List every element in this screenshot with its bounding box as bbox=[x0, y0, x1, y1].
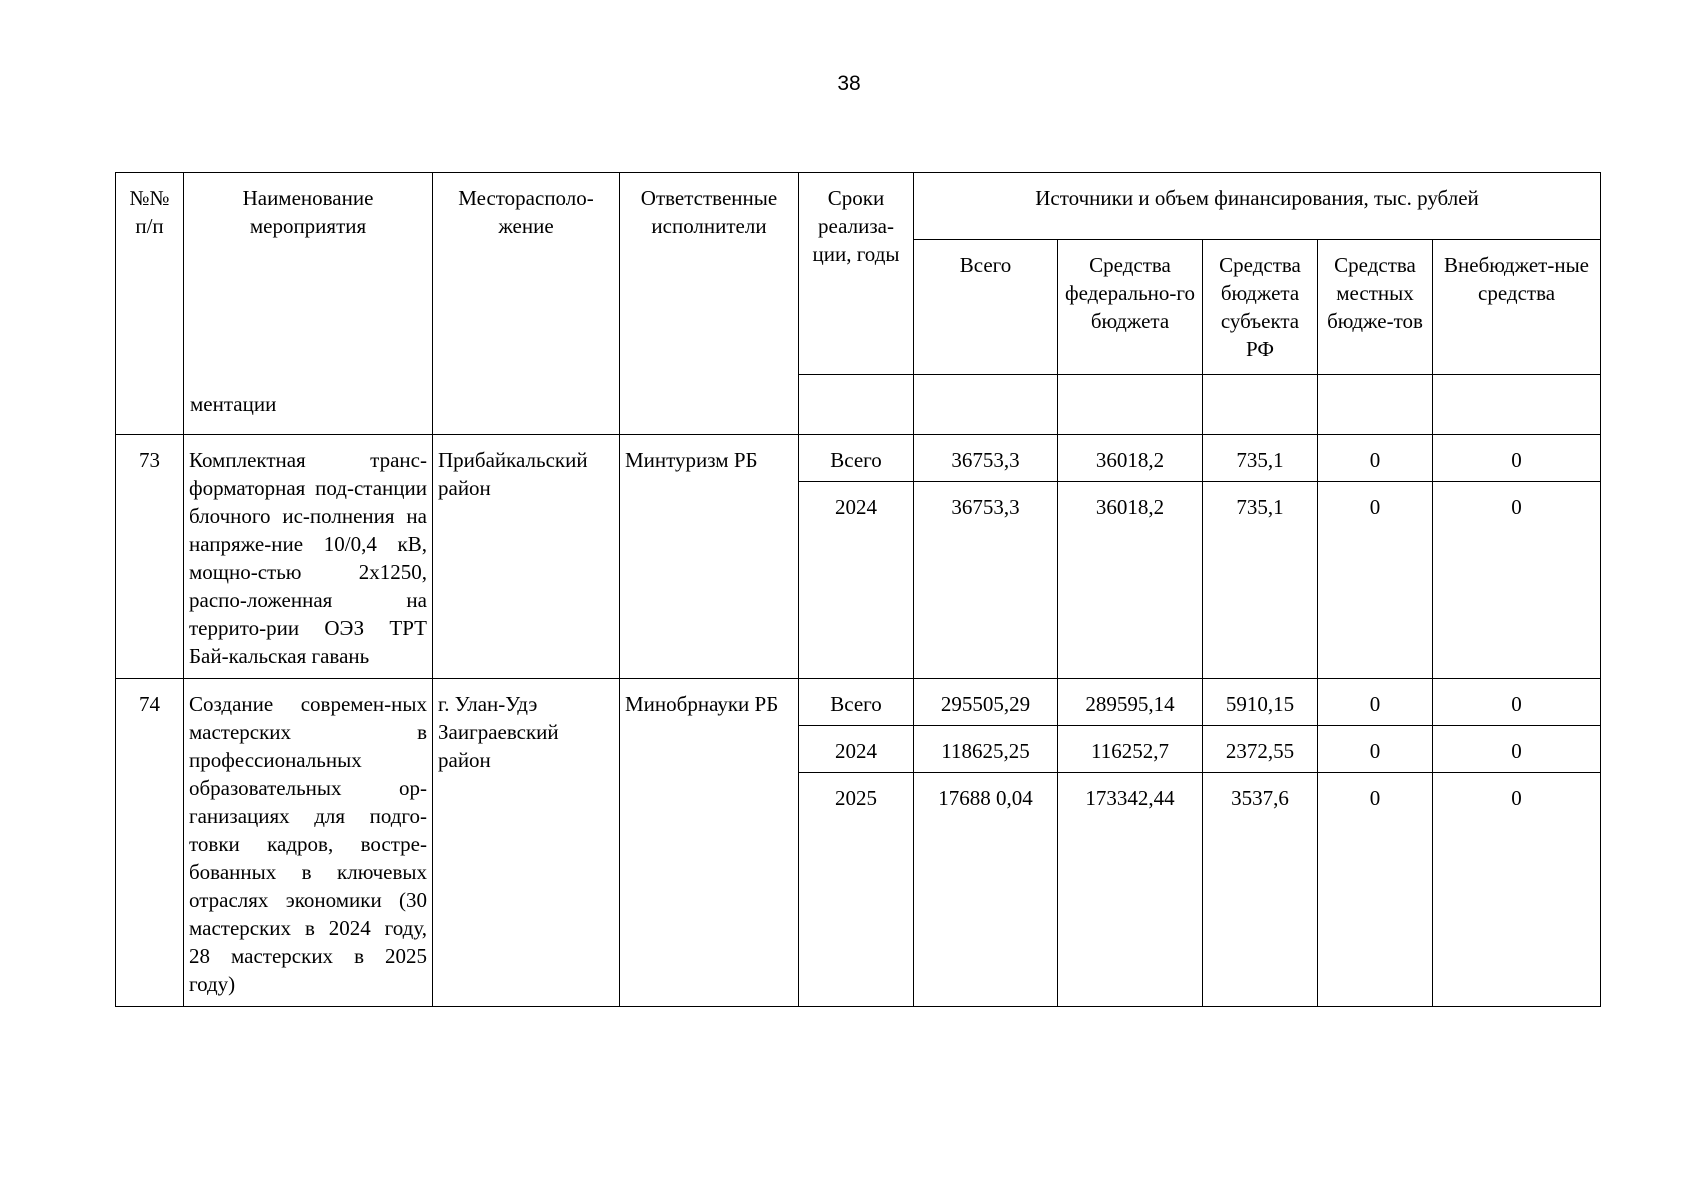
location-cell: г. Улан-Удэ Заиграевский район bbox=[433, 679, 620, 1007]
header-federal: Средства федерально-го бюджета bbox=[1058, 240, 1203, 375]
activity-name: Комплектная транс-форматорная под-станции блочного ис-полнения на напряже-ние 10/0,4 кВ, мощно-стью 2х1250, распо-ложенная на террито-рии ОЭЗ ТРТ Бай-кальская гавань bbox=[184, 435, 433, 679]
regional-cell: 735,1 bbox=[1203, 435, 1318, 482]
period-cell: 2024 bbox=[799, 726, 914, 773]
table-row bbox=[116, 435, 1601, 482]
period-cell: Всего bbox=[799, 679, 914, 726]
header-period: Сроки реализа-ции, годы bbox=[799, 173, 914, 375]
extrabudget-cell: 0 bbox=[1433, 773, 1601, 1007]
financing-table bbox=[115, 172, 1601, 1007]
federal-cell: 289595,14 bbox=[1058, 679, 1203, 726]
empty-cell bbox=[914, 375, 1058, 435]
total-cell: 295505,29 bbox=[914, 679, 1058, 726]
period-cell: 2024 bbox=[799, 482, 914, 679]
header-num: №№ п/п bbox=[116, 173, 184, 435]
empty-cell bbox=[1433, 375, 1601, 435]
federal-cell: 173342,44 bbox=[1058, 773, 1203, 1007]
activity-name: Создание современ-ных мастерских в профессиональных образовательных ор-ганизациях для подго-товки кадров, востре-бованных в ключевых отраслях экономики (30 мастерских в 2024 году, 28 мастерских в 2025 году) bbox=[184, 679, 433, 1007]
extrabudget-cell: 0 bbox=[1433, 726, 1601, 773]
header-regional: Средства бюджета субъекта РФ bbox=[1203, 240, 1318, 375]
local-cell: 0 bbox=[1318, 679, 1433, 726]
regional-cell: 2372,55 bbox=[1203, 726, 1318, 773]
location-cell: Прибайкальский район bbox=[433, 435, 620, 679]
responsible-cell: Минтуризм РБ bbox=[620, 435, 799, 679]
extrabudget-cell: 0 bbox=[1433, 435, 1601, 482]
page-number: 38 bbox=[837, 72, 861, 95]
regional-cell: 5910,15 bbox=[1203, 679, 1318, 726]
local-cell: 0 bbox=[1318, 773, 1433, 1007]
row-number: 74 bbox=[116, 679, 184, 1007]
empty-cell bbox=[1058, 375, 1203, 435]
total-cell bbox=[914, 773, 1058, 1007]
table-row bbox=[116, 679, 1601, 726]
regional-cell: 3537,6 bbox=[1203, 773, 1318, 1007]
total-cell: 118625,25 bbox=[914, 726, 1058, 773]
header-name-label: Наименование мероприятия bbox=[242, 186, 374, 238]
total-cell: 36753,3 bbox=[914, 435, 1058, 482]
regional-cell: 735,1 bbox=[1203, 482, 1318, 679]
federal-cell: 36018,2 bbox=[1058, 482, 1203, 679]
header-extrabudget: Внебюджет-ные средства bbox=[1433, 240, 1601, 375]
extrabudget-cell: 0 bbox=[1433, 482, 1601, 679]
total-cell: 36753,3 bbox=[914, 482, 1058, 679]
header-location: Месторасполо-жение bbox=[433, 173, 620, 435]
header-total: Всего bbox=[914, 240, 1058, 375]
empty-cell bbox=[1318, 375, 1433, 435]
header-responsible: Ответственные исполнители bbox=[620, 173, 799, 435]
period-cell: Всего bbox=[799, 435, 914, 482]
total-value: 17688 0,04 bbox=[938, 786, 1033, 810]
local-cell: 0 bbox=[1318, 482, 1433, 679]
row-number: 73 bbox=[116, 435, 184, 679]
header-funding-group: Источники и объем финансирования, тыс. рублей bbox=[914, 173, 1601, 240]
federal-cell: 36018,2 bbox=[1058, 435, 1203, 482]
local-cell: 0 bbox=[1318, 726, 1433, 773]
local-cell: 0 bbox=[1318, 435, 1433, 482]
header-name bbox=[184, 173, 433, 435]
empty-cell bbox=[799, 375, 914, 435]
header-local: Средства местных бюдже-тов bbox=[1318, 240, 1433, 375]
header-name-continuation: ментации bbox=[190, 392, 277, 416]
header-row bbox=[116, 173, 1601, 240]
federal-cell: 116252,7 bbox=[1058, 726, 1203, 773]
period-cell: 2025 bbox=[799, 773, 914, 1007]
extrabudget-cell: 0 bbox=[1433, 679, 1601, 726]
responsible-cell: Минобрнауки РБ bbox=[620, 679, 799, 1007]
empty-cell bbox=[1203, 375, 1318, 435]
